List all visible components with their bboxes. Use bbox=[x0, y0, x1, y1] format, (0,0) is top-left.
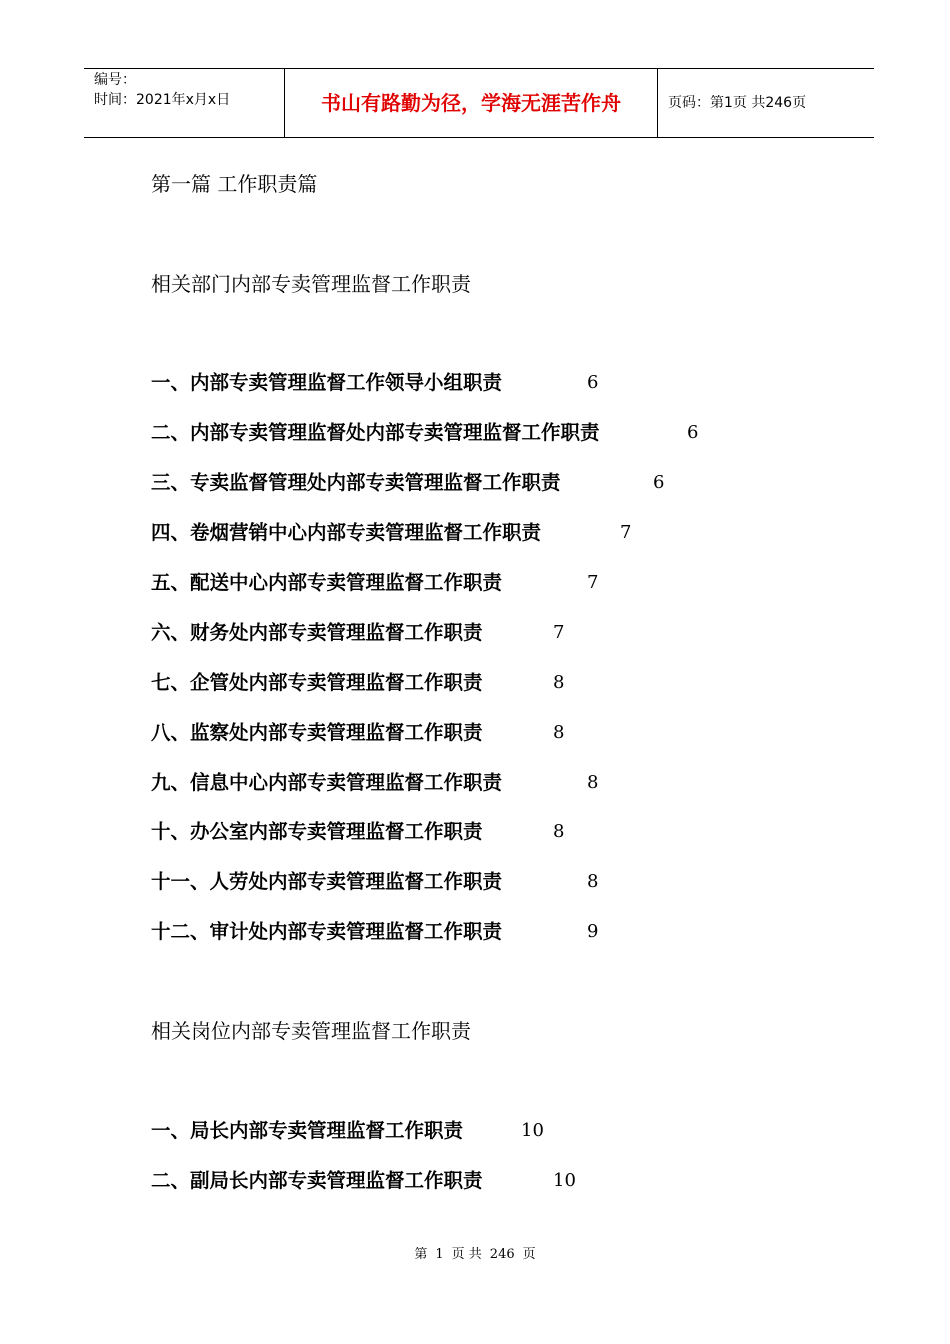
toc-entry-page: 6 bbox=[587, 372, 599, 393]
toc-entry-page: 8 bbox=[553, 722, 565, 743]
header-time-label: 时间：2021年x月x日 bbox=[94, 92, 231, 108]
footer-total-pages: 246 bbox=[489, 1247, 515, 1262]
toc-entry-page: 7 bbox=[587, 572, 599, 593]
toc-entry[interactable] bbox=[151, 670, 565, 696]
header-number-label: 编号： bbox=[94, 72, 136, 88]
toc-entry[interactable] bbox=[151, 570, 599, 596]
page-footer bbox=[0, 1246, 950, 1264]
toc-entry[interactable] bbox=[151, 919, 599, 945]
toc-entry[interactable] bbox=[151, 520, 632, 546]
toc-entry-page: 8 bbox=[587, 871, 599, 892]
toc-entry-text: 五、配送中心内部专卖管理监督工作职责 bbox=[151, 571, 503, 594]
header-page-cell bbox=[658, 69, 874, 137]
toc-entry-page: 7 bbox=[553, 622, 565, 643]
toc-entry[interactable] bbox=[151, 370, 599, 396]
toc-entry-text: 二、内部专卖管理监督处内部专卖管理监督工作职责 bbox=[151, 421, 600, 444]
footer-current-page: 1 bbox=[435, 1247, 444, 1262]
toc-entry-page: 10 bbox=[553, 1170, 576, 1191]
toc-entry[interactable] bbox=[151, 770, 599, 796]
toc-entry-text: 一、内部专卖管理监督工作领导小组职责 bbox=[151, 371, 503, 394]
toc-entry-page: 7 bbox=[620, 522, 632, 543]
toc-entry-page: 10 bbox=[521, 1120, 544, 1141]
toc-entry-text: 二、副局长内部专卖管理监督工作职责 bbox=[151, 1169, 483, 1192]
toc-entry[interactable] bbox=[151, 720, 565, 746]
toc-entry[interactable] bbox=[151, 1168, 576, 1194]
toc-entry[interactable] bbox=[151, 620, 565, 646]
toc-entry-page: 8 bbox=[553, 672, 565, 693]
toc-entry-page: 6 bbox=[653, 472, 665, 493]
section-title-positions: 相关岗位内部专卖管理监督工作职责 bbox=[151, 1019, 471, 1043]
toc-entry-text: 九、信息中心内部专卖管理监督工作职责 bbox=[151, 771, 503, 794]
toc-entry-text: 八、监察处内部专卖管理监督工作职责 bbox=[151, 721, 483, 744]
toc-entry-text: 一、局长内部专卖管理监督工作职责 bbox=[151, 1119, 464, 1142]
toc-entry[interactable] bbox=[151, 819, 565, 845]
toc-entry-text: 四、卷烟营销中心内部专卖管理监督工作职责 bbox=[151, 521, 542, 544]
header-motto-cell bbox=[284, 69, 658, 137]
toc-entry[interactable] bbox=[151, 1118, 544, 1144]
footer-prefix: 第 bbox=[414, 1247, 428, 1262]
toc-entry-text: 三、专卖监督管理处内部专卖管理监督工作职责 bbox=[151, 471, 561, 494]
header-page-label: 页码：第1页 共246页 bbox=[668, 95, 807, 111]
toc-entry[interactable] bbox=[151, 869, 599, 895]
header-info-cell bbox=[84, 69, 284, 137]
toc-entry-text: 六、财务处内部专卖管理监督工作职责 bbox=[151, 621, 483, 644]
toc-entry-page: 6 bbox=[687, 422, 699, 443]
page-header bbox=[84, 68, 874, 138]
toc-entry-text: 十、办公室内部专卖管理监督工作职责 bbox=[151, 820, 483, 843]
footer-suffix: 页 bbox=[522, 1247, 536, 1262]
chapter-title: 第一篇 工作职责篇 bbox=[151, 172, 318, 196]
footer-mid: 页 共 bbox=[451, 1247, 482, 1262]
toc-entry[interactable] bbox=[151, 470, 665, 496]
toc-entry[interactable] bbox=[151, 420, 699, 446]
toc-entry-text: 七、企管处内部专卖管理监督工作职责 bbox=[151, 671, 483, 694]
header-motto: 书山有路勤为径，学海无涯苦作舟 bbox=[321, 91, 621, 115]
section-title-departments: 相关部门内部专卖管理监督工作职责 bbox=[151, 272, 471, 296]
toc-entry-text: 十二、审计处内部专卖管理监督工作职责 bbox=[151, 920, 503, 943]
toc-entry-text: 十一、人劳处内部专卖管理监督工作职责 bbox=[151, 870, 503, 893]
toc-entry-page: 8 bbox=[587, 772, 599, 793]
toc-entry-page: 9 bbox=[587, 921, 599, 942]
toc-entry-page: 8 bbox=[553, 821, 565, 842]
